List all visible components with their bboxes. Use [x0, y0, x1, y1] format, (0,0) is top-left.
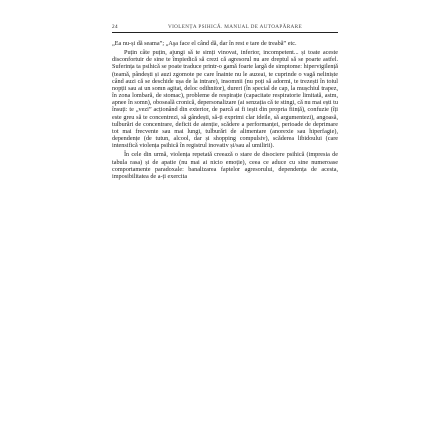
paragraph-3: În cele din urmă, violența repetată creează o stare de disociere psihică (impresia de tabula rasa) și de apatie (nu mai ai nicio emoție), ceea ce aduce cu sine numeroase comportamente paradoxale: banalizarea faptelor agresorului, dependența de acesta, imposibilitatea de a-ți exercita [112, 151, 338, 180]
page-number: 24 [112, 24, 118, 30]
header-rule [112, 32, 338, 33]
paragraph-2: Puțin câte puțin, ajungi să te simți vinovat, inferior, incompetent... și toate aceste disconfortuir de sine te împiedică să crezi că agresorul nu are dreptul să se poarte astfel. Suferința ta psihică se poate traduce printr-o gamă foarte largă de simptome: hipervigilență (teamă, pândești și auzi zgomote pe care înainte nu le auzeai, te cuprinde o vagă neliniște când auzi că se deschide ușa de la intrare), insomnii (nu poți să adormi, te trezești în toiul nopții sau ai un somn agitat, deloc odihnitor), dureri (în special de cap, la mușchiul trapez, în zona lombară, de stomac), probleme de respirație (capacitate respiratorie limitată, astm, apnee în somn), oboseală cronică, depersonalizare (ai senzația că te stingi, că nu mai ești tu însuți: te „vezi” acționând din exterior, de parcă ai fi ieșit din propria ființă), confuzie (îți este greu să te concentrezi, să gândești, să-ți exprimi clar ideile, să argumentezi), angoasă, tulburări de concentrare, deficit de atenție, scădere a performanței, perioade de deprimare tot mai frecvente sau mai lungi, tulburări de alimentare (anorexie sau hiperfagie), dependențe (de tutun, alcool, dar și shopping compulsiv), scăderea libidoului (care intensifică violența psihică în registrul inovativ și/sau al umilirii). [112, 49, 338, 150]
running-title: VIOLENȚA PSIHICĂ. MANUAL DE AUTOAPĂRARE [168, 24, 302, 30]
body-text [112, 40, 338, 182]
paragraph-1: „Ea nu-și dă seama”; „Aşa face el când dă, dar în rest e tare de treabă” etc. [112, 40, 297, 47]
running-header [112, 23, 338, 33]
